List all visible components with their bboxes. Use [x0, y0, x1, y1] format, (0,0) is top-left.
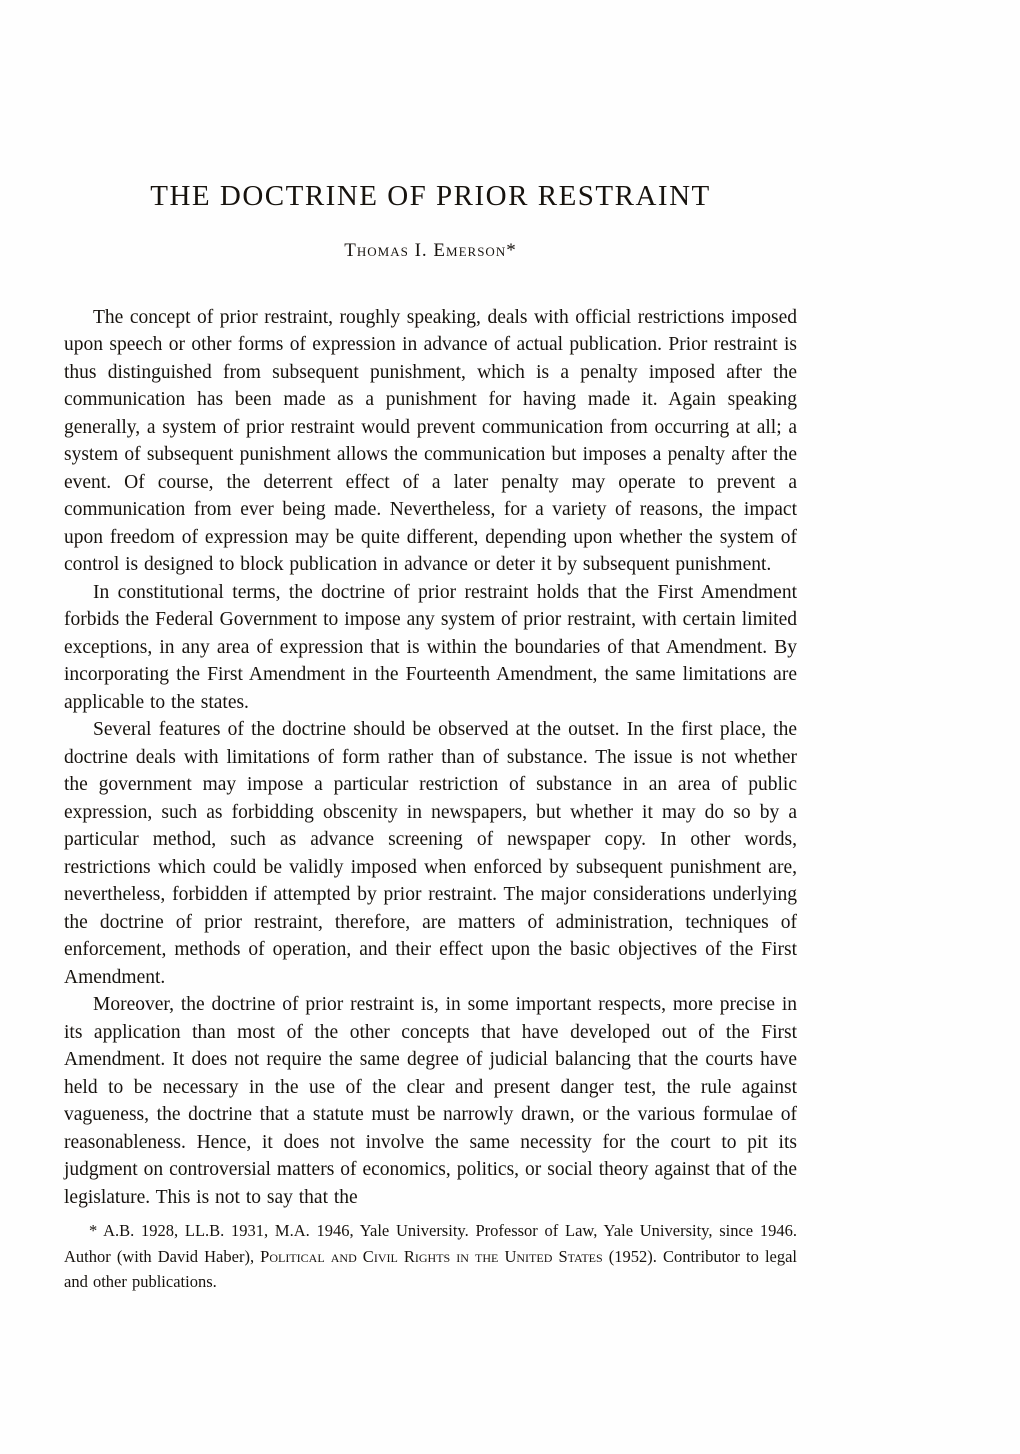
footnote-work-title: Political and Civil Rights in the United States: [260, 1246, 603, 1266]
footnote-text-trail: (1952). Contributor to legal and other publications.: [64, 1246, 798, 1292]
footnote: [64, 1218, 797, 1295]
body-paragraph: Several features of the doctrine should be observed at the outset. In the first place, the doctrine deals with limitations of form rather than of substance. The issue is not whether the government may impose a particular restriction of substance in an area of public expression, such as forbidding obscenity in newspapers, but whether it may do so by a particular method, such as advance screening of newspaper copy. In other words, restrictions which could be validly imposed when enforced by subsequent punishment are, nevertheless, forbidden if attempted by prior restraint. The major considerations underlying the doctrine of prior restraint, therefore, are matters of administration, techniques of enforcement, methods of operation, and their effect upon the basic objectives of the First Amendment.: [64, 719, 797, 988]
body-paragraph: The concept of prior restraint, roughly speaking, deals with official restrictions imposed upon speech or other forms of expression in advance of actual publication. Prior restraint is thus distinguished from subsequent punishment, which is a penalty imposed after the communication has been made as a punishment for having made it. Again speaking generally, a system of prior restraint would prevent communication from occurring at all; a system of subsequent punishment allows the communication but imposes a penalty after the event. Of course, the deterrent effect of a later penalty may operate to prevent a communication from ever being made. Nevertheless, for a variety of reasons, the impact upon freedom of expression may be quite different, depending upon whether the system of control is designed to block publication in advance or deter it by subsequent punishment.: [64, 306, 797, 576]
article-title: THE DOCTRINE OF PRIOR RESTRAINT: [150, 180, 711, 212]
body-paragraph: In constitutional terms, the doctrine of prior restraint holds that the First Amendment forbids the Federal Government to impose any system of prior restraint, with certain limited exceptions, in any area of expression that is within the boundaries of that Amendment. By incorporating the First Amendment in the Fourteenth Amendment, the same limitations are applicable to the states.: [64, 581, 797, 713]
author-byline: Thomas I. Emerson*: [344, 239, 517, 261]
footnote-text-lead: * A.B. 1928, LL.B. 1931, M.A. 1946, Yale University. Professor of Law, Yale University, since 1946. Author (with David Haber),: [64, 1221, 797, 1266]
article-body: [64, 304, 797, 1212]
body-paragraph: Moreover, the doctrine of prior restraint is, in some important respects, more precise in its application than most of the other concepts that have developed out of the First Amendment. It does not require the same degree of judicial balancing that the courts have held to be necessary in the use of the clear and present danger test, the rule against vagueness, the doctrine that a statute must be narrowly drawn, or the various formulae of reasonableness. Hence, it does not involve the same necessity for the court to pit its judgment on controversial matters of economics, politics, or social theory against that of the legislature. This is not to say that the: [64, 994, 797, 1208]
